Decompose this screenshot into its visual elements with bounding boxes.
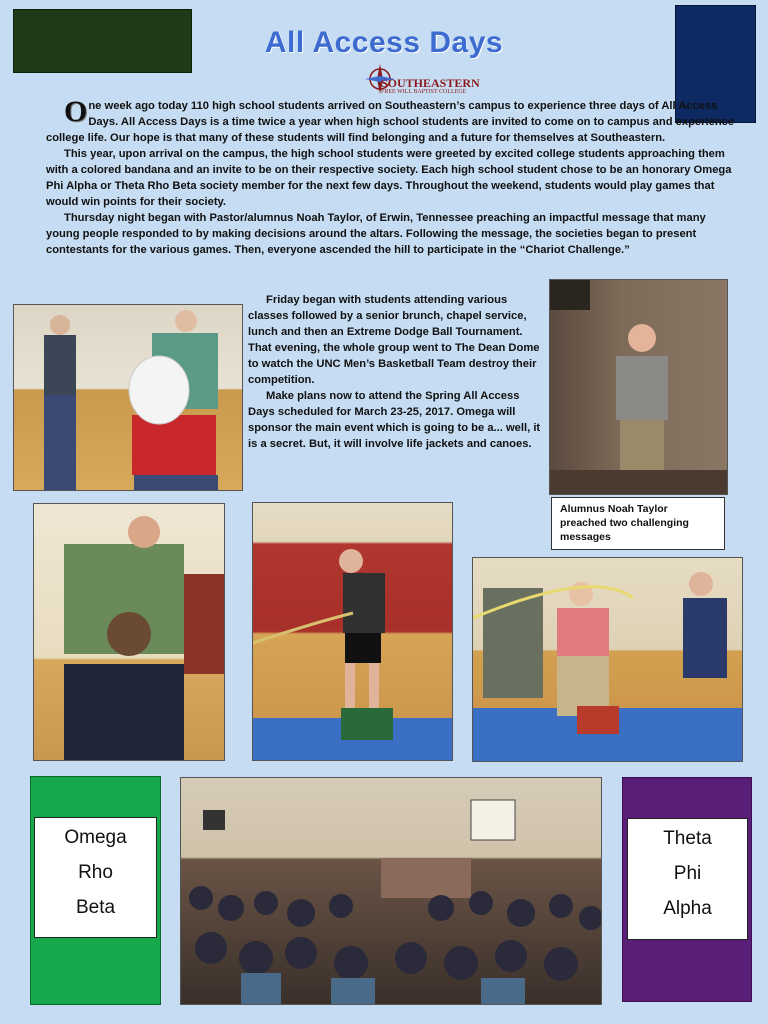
drop-cap: O — [64, 95, 88, 128]
photo-balloon-game-illustration — [14, 305, 242, 490]
photo-blindfold-game — [33, 503, 225, 761]
photo-balloon-game — [13, 304, 243, 491]
society-word: Rho — [78, 862, 113, 883]
column-text — [248, 292, 544, 452]
text-segment: scheduled for — [274, 406, 355, 418]
column-paragraph-1: Friday began with students attending various classes followed by a senior brunch, chapel service, lunch and then an Extreme Dodge Ball Tournament. That evening, the whole group went to The Dean Dome to watch the UNC Men’s Basketball Team destroy their competition. — [248, 294, 540, 386]
logo-subtitle: FREE WILL BAPTIST COLLEGE — [381, 89, 467, 95]
intro-paragraph-2: This year, upon arrival on the campus, the high school students were greeted by excited college students approaching them with a colored bandana and an invite to be on their respective society. Each high school student chose to be an honorary Omega Phi Alpha or Theta Rho Beta society member for the next few days. Throughout the weekend, students would play games that would win points for their society. — [46, 148, 732, 208]
intro-text — [46, 95, 736, 258]
society-word: Phi — [673, 863, 702, 884]
society-word: Omega — [64, 827, 127, 848]
text-segment: Make plans now to attend the — [266, 390, 426, 402]
spring-event-name: Spring All Access Days — [248, 390, 520, 418]
society-word: Alpha — [663, 898, 712, 919]
intro-paragraph-3: Thursday night began with Pastor/alumnus Noah Taylor, of Erwin, Tennessee preaching an impactful message that many young people responded to by making decisions around the altars. Following the message, the societies began to present contestants for the various games. Then, everyone ascended the hill to participate in the “Chariot Challenge.” — [46, 212, 706, 256]
theta-society-panel — [622, 777, 752, 1002]
photo-balance-illustration — [253, 503, 452, 760]
photo-balance-game — [252, 502, 453, 761]
page-title: All Access Days — [264, 26, 504, 59]
photo-rope-game — [472, 557, 743, 762]
intro-paragraph-1: ne week ago today 110 high school students arrived on Southeastern’s campus to experience three days of All Access Days. All Access Days is a time twice a year when high school students are invited to come on to campus and experience college life. Our hope is that many of these students will find belonging and a future for themselves at Southeastern. — [46, 100, 735, 144]
text-segment: . Omega will sponsor the main event which is going to be a... well, it is a secret. But, it will involve life jackets and canoes. — [248, 406, 541, 450]
photo-speaker — [549, 279, 728, 495]
photo-caption: Alumnus Noah Taylor preached two challenging messages — [551, 497, 725, 550]
photo-crowd-chapel — [180, 777, 602, 1005]
theta-society-name — [627, 818, 748, 940]
society-word: Theta — [663, 828, 712, 849]
event-dates: March 23-25, 2017 — [354, 406, 451, 418]
photo-crowd-illustration — [181, 778, 601, 1004]
society-word: Beta — [75, 897, 116, 918]
photo-rope-illustration — [473, 558, 742, 761]
column-paragraph-2 — [248, 388, 544, 452]
photo-blindfold-illustration — [34, 504, 224, 760]
omega-society-panel — [30, 776, 161, 1005]
omega-society-name — [34, 817, 157, 938]
logo-name: SOUTHEASTERN — [381, 76, 480, 90]
photo-speaker-illustration — [550, 280, 727, 494]
